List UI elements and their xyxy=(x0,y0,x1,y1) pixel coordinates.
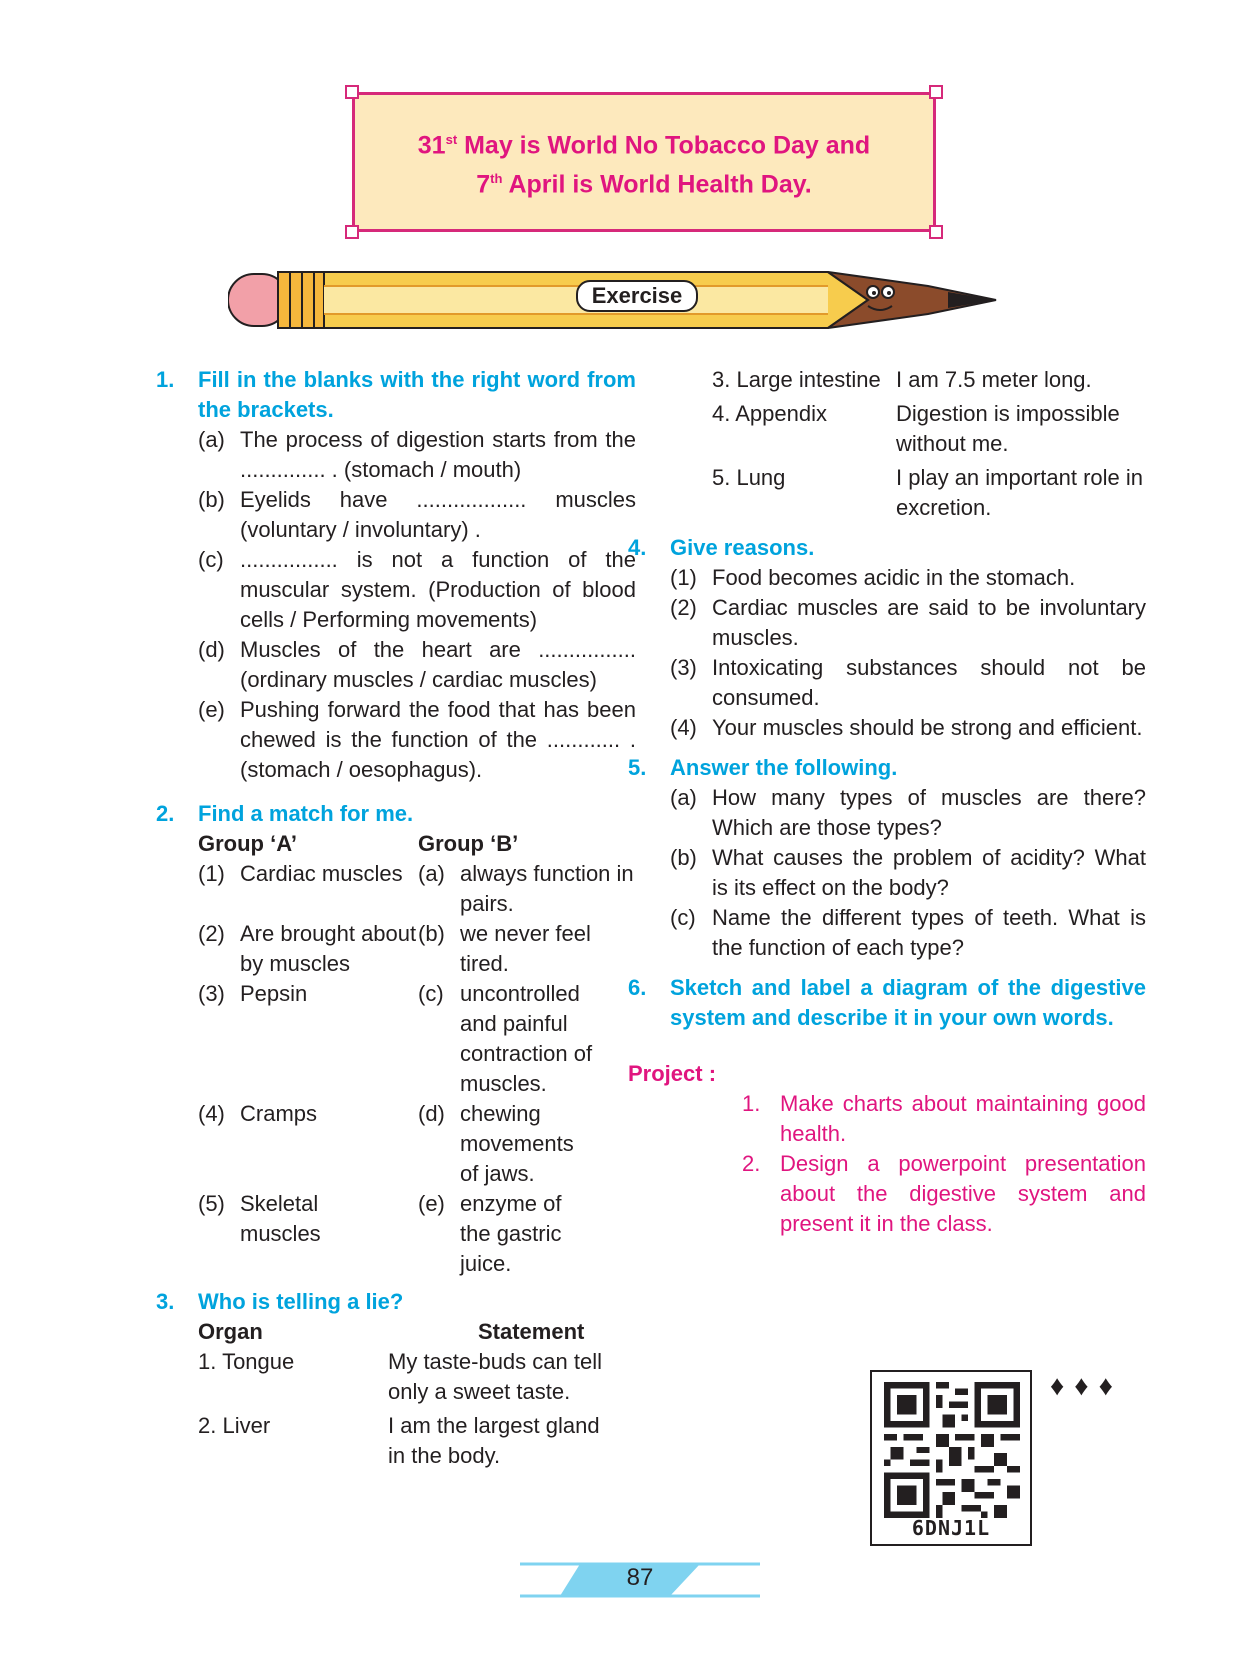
page-number: 87 xyxy=(626,1564,654,1591)
corner-ornament xyxy=(929,225,943,239)
left-column xyxy=(156,365,636,1471)
organ-cell: 5. Lung xyxy=(712,465,786,490)
q1-item-d: (d) Muscles of the heart are ................ (ordinary muscles / cardiac muscles) xyxy=(198,637,636,692)
group-a-item: (4) Cramps xyxy=(198,1101,318,1126)
q4-item: (2) Cardiac muscles are said to be involuntary muscles. xyxy=(670,595,1146,650)
group-a-item: (2) Are brought about by muscles xyxy=(198,921,417,976)
organ-cell: 2. Liver xyxy=(198,1413,271,1438)
diamond-ornaments: ♦♦♦ xyxy=(1050,1370,1123,1401)
group-a-header: Group ‘A’ xyxy=(198,831,297,856)
group-a-item: (3) Pepsin xyxy=(198,981,308,1006)
question-4-heading: 4. Give reasons. xyxy=(628,535,815,560)
statement-cell: I play an important role in excretion. xyxy=(896,465,1144,520)
group-b-item: (d) chewing movements of jaws. xyxy=(418,1101,574,1186)
group-b-header: Group ‘B’ xyxy=(418,831,519,856)
group-b-item: (e) enzyme of the gastric juice. xyxy=(418,1191,562,1276)
q1-item-b: (b) Eyelids have .................. muscles (voluntary / involuntary) . xyxy=(198,487,636,542)
qr-code-icon xyxy=(884,1382,1020,1518)
exercise-label: Exercise xyxy=(576,280,698,312)
organ-cell: 1. Tongue xyxy=(198,1349,295,1374)
qr-code-text: 6DNJ1L xyxy=(911,1516,991,1540)
project-title: Project : xyxy=(628,1061,717,1086)
highlight-banner xyxy=(352,92,936,232)
q4-item: (4) Your muscles should be strong and efficient. xyxy=(670,715,1143,740)
qr-code-box[interactable] xyxy=(870,1370,1032,1546)
group-b-item: (a) always function in pairs. xyxy=(418,861,634,916)
organ-cell: 3. Large intestine xyxy=(712,367,881,392)
statement-cell: My taste-buds can tell only a sweet taste. xyxy=(388,1349,602,1404)
page-number-badge xyxy=(520,1560,760,1600)
organ-table xyxy=(198,1317,636,1471)
statement-cell: I am the largest gland in the body. xyxy=(388,1413,600,1468)
group-b-item: (c) uncontrolled and painful contraction of muscles. xyxy=(418,981,593,1096)
corner-ornament xyxy=(345,225,359,239)
organ-header: Organ xyxy=(198,1319,263,1344)
match-table xyxy=(198,829,636,1279)
statement-cell: I am 7.5 meter long. xyxy=(896,367,1092,392)
q5-item: (a) How many types of muscles are there? Which are those types? xyxy=(670,785,1146,840)
question-6-heading: 6. Sketch and label a diagram of the digestive system and describe it in your own words. xyxy=(628,975,1146,1030)
group-a-item: (5) Skeletal muscles xyxy=(198,1191,321,1246)
q5-item: (b) What causes the problem of acidity? What is its effect on the body? xyxy=(670,845,1146,900)
project-item: 1. Make charts about maintaining good health. xyxy=(742,1091,1146,1146)
group-a-item: (1) Cardiac muscles xyxy=(198,861,403,886)
statement-cell: Digestion is impossible without me. xyxy=(896,401,1120,456)
q4-item: (3) Intoxicating substances should not be consumed. xyxy=(670,655,1146,710)
banner-line-2: 7th April is World Health Day. xyxy=(476,170,812,199)
question-5-heading: 5. Answer the following. xyxy=(628,755,898,780)
corner-ornament xyxy=(345,85,359,99)
organ-cell: 4. Appendix xyxy=(712,401,827,426)
question-2-heading: 2. Find a match for me. xyxy=(156,801,414,826)
group-b-item: (b) we never feel tired. xyxy=(418,921,591,976)
question-3-heading: 3. Who is telling a lie? xyxy=(156,1289,404,1314)
right-column xyxy=(628,365,1146,1239)
q1-item-e: (e) Pushing forward the food that has been chewed is the function of the ............ . (stomach / oesophagus). xyxy=(198,697,636,782)
q4-item: (1) Food becomes acidic in the stomach. xyxy=(670,565,1076,590)
statement-header: Statement xyxy=(478,1319,585,1344)
q5-item: (c) Name the different types of teeth. What is the function of each type? xyxy=(670,905,1146,960)
q1-item-c: (c) ................ is not a function of the muscular system. (Production of blood cells / Performing movements) xyxy=(198,547,636,632)
project-item: 2. Design a powerpoint presentation about the digestive system and present it in the class. xyxy=(742,1151,1146,1236)
question-1-heading: 1. Fill in the blanks with the right word from the brackets. xyxy=(156,367,636,422)
q1-item-a: (a) The process of digestion starts from the .............. . (stomach / mouth) xyxy=(198,427,636,482)
corner-ornament xyxy=(929,85,943,99)
banner-line-1: 31st May is World No Tobacco Day and xyxy=(417,131,871,159)
organ-table-continued xyxy=(712,365,1146,523)
